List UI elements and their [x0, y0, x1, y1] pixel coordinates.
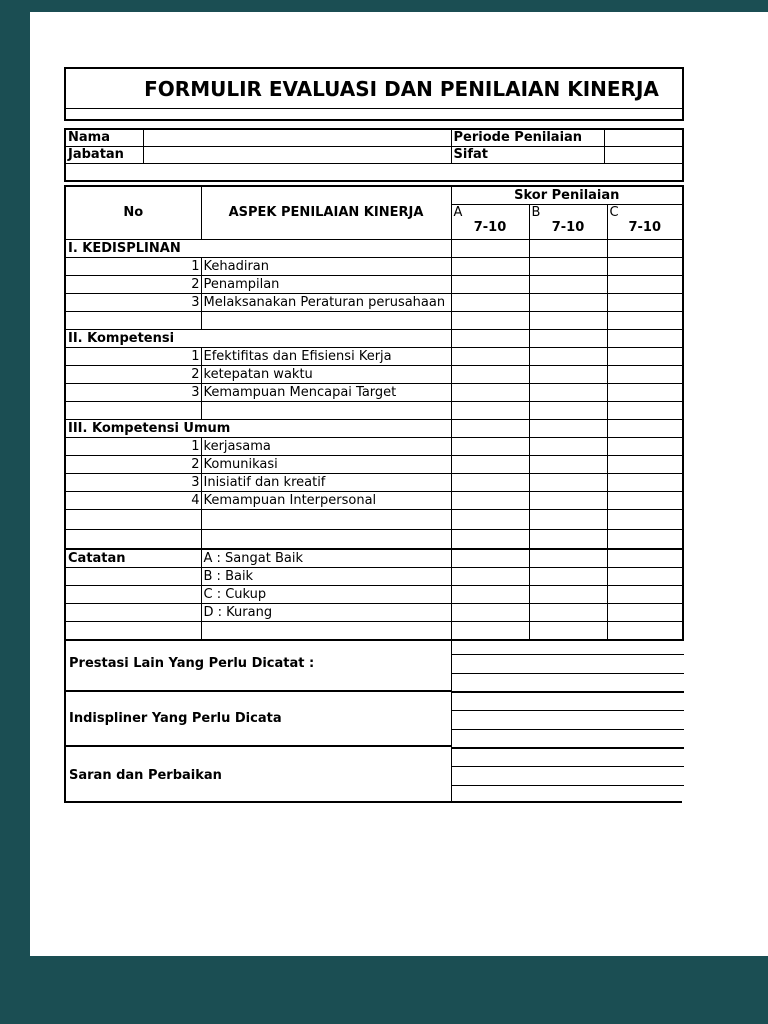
item-no: 2 [65, 366, 201, 384]
skor-penilaian-header: Skor Penilaian [451, 186, 683, 205]
item-text: kerjasama [201, 438, 451, 456]
item-no: 4 [65, 492, 201, 510]
legend-cukup: C : Cukup [201, 586, 451, 604]
writing-line [452, 637, 684, 655]
writing-line [452, 749, 684, 767]
info-row-nama [65, 129, 683, 147]
item-no: 2 [65, 276, 201, 294]
score-cell-b [529, 438, 607, 456]
score-cell-c [607, 330, 683, 348]
empty-row [65, 312, 683, 330]
aspect-column-header: ASPEK PENILAIAN KINERJA [201, 186, 451, 240]
sifat-label: Sifat [451, 147, 604, 164]
section-title: II. Kompetensi [65, 330, 451, 348]
score-cell-c [607, 348, 683, 366]
notes-labels-column [66, 637, 452, 803]
empty-no-cell [65, 568, 201, 586]
section-title: III. Kompetensi Umum [65, 420, 451, 438]
score-cell-b [529, 312, 607, 330]
score-column-c-range: 7-10 [628, 220, 662, 235]
page-title: FORMULIR EVALUASI DAN PENILAIAN KINERJA [65, 68, 683, 109]
score-cell-a [451, 438, 529, 456]
empty-aspect-cell [201, 312, 451, 330]
item-row-interpersonal [65, 492, 683, 510]
score-column-c-header [607, 205, 683, 240]
score-cell-a [451, 384, 529, 402]
writing-line [452, 767, 684, 785]
score-cell-c [607, 474, 683, 492]
score-cell-b [529, 510, 607, 530]
empty-aspect-cell [201, 510, 451, 530]
item-no: 1 [65, 348, 201, 366]
score-cell-c [607, 258, 683, 276]
item-text: Melaksanakan Peraturan perusahaan [201, 294, 451, 312]
score-column-a-letter: A [453, 205, 463, 220]
info-row-jabatan [65, 147, 683, 164]
item-no: 3 [65, 294, 201, 312]
score-cell-c [607, 568, 683, 586]
item-row-komunikasi [65, 456, 683, 474]
score-cell-a [451, 294, 529, 312]
prestasi-section-label: Prestasi Lain Yang Perlu Dicatat : [66, 637, 452, 692]
writing-line [452, 711, 684, 729]
score-table [64, 185, 684, 641]
writing-line [452, 674, 684, 693]
nama-label: Nama [65, 129, 143, 147]
writing-line [452, 655, 684, 673]
empty-aspect-cell [201, 402, 451, 420]
score-cell-a [451, 402, 529, 420]
item-no: 1 [65, 438, 201, 456]
periode-label: Periode Penilaian [451, 129, 604, 147]
score-cell-a [451, 492, 529, 510]
score-cell-b [529, 366, 607, 384]
score-header-row-1 [65, 186, 683, 205]
empty-row [65, 510, 683, 530]
score-cell-a [451, 474, 529, 492]
score-column-b-header [529, 205, 607, 240]
score-cell-a [451, 240, 529, 258]
nama-value-cell [143, 129, 451, 147]
score-cell-a [451, 568, 529, 586]
empty-no-cell [65, 586, 201, 604]
score-cell-b [529, 294, 607, 312]
indispliner-section-label: Indispliner Yang Perlu Dicata [66, 692, 452, 747]
score-cell-c [607, 492, 683, 510]
score-cell-b [529, 384, 607, 402]
item-text: Efektifitas dan Efisiensi Kerja [201, 348, 451, 366]
no-column-header: No [65, 186, 201, 240]
item-text: Kemampuan Mencapai Target [201, 384, 451, 402]
legend-kurang: D : Kurang [201, 604, 451, 622]
score-column-a-range: 7-10 [473, 220, 507, 235]
item-no: 1 [65, 258, 201, 276]
score-cell-a [451, 312, 529, 330]
score-cell-b [529, 586, 607, 604]
score-cell-a [451, 276, 529, 294]
score-cell-c [607, 456, 683, 474]
score-cell-a [451, 348, 529, 366]
score-column-a-header [451, 205, 529, 240]
score-cell-a [451, 549, 529, 568]
score-column-b-range: 7-10 [551, 220, 585, 235]
jabatan-value-cell [143, 147, 451, 164]
score-cell-b [529, 240, 607, 258]
score-cell-c [607, 240, 683, 258]
section-title: I. KEDISPLINAN [65, 240, 451, 258]
score-cell-c [607, 420, 683, 438]
title-block [64, 67, 684, 121]
item-row-efektifitas [65, 348, 683, 366]
legend-sangat-baik: A : Sangat Baik [201, 549, 451, 568]
title-spacer-row [65, 109, 683, 121]
score-cell-b [529, 474, 607, 492]
score-cell-b [529, 604, 607, 622]
item-text: Komunikasi [201, 456, 451, 474]
item-row-penampilan [65, 276, 683, 294]
score-cell-b [529, 402, 607, 420]
score-cell-c [607, 384, 683, 402]
empty-no-cell [65, 604, 201, 622]
writing-line [452, 693, 684, 711]
score-cell-c [607, 366, 683, 384]
empty-aspect-cell [201, 530, 451, 550]
catatan-row-d [65, 604, 683, 622]
jabatan-label: Jabatan [65, 147, 143, 164]
item-text: Kehadiran [201, 258, 451, 276]
score-column-c-letter: C [609, 205, 619, 220]
score-cell-c [607, 586, 683, 604]
empty-no-cell [65, 402, 201, 420]
catatan-row-b [65, 568, 683, 586]
document-page [30, 12, 768, 956]
score-cell-a [451, 258, 529, 276]
score-cell-b [529, 530, 607, 550]
legend-baik: B : Baik [201, 568, 451, 586]
item-text: Kemampuan Interpersonal [201, 492, 451, 510]
score-cell-c [607, 530, 683, 550]
score-cell-a [451, 330, 529, 348]
sifat-value-cell [604, 147, 683, 164]
writing-line [452, 730, 684, 749]
item-text: Penampilan [201, 276, 451, 294]
score-cell-a [451, 586, 529, 604]
item-row-kehadiran [65, 258, 683, 276]
writing-line [452, 786, 684, 803]
score-cell-c [607, 312, 683, 330]
catatan-row-c [65, 586, 683, 604]
score-cell-b [529, 456, 607, 474]
score-cell-a [451, 420, 529, 438]
saran-section-label: Saran dan Perbaikan [66, 747, 452, 803]
item-no: 3 [65, 384, 201, 402]
score-cell-b [529, 276, 607, 294]
item-no: 3 [65, 474, 201, 492]
score-cell-c [607, 604, 683, 622]
score-cell-c [607, 510, 683, 530]
score-cell-b [529, 420, 607, 438]
item-row-peraturan [65, 294, 683, 312]
score-cell-c [607, 402, 683, 420]
empty-row [65, 402, 683, 420]
info-spacer-cell [65, 164, 683, 182]
score-cell-c [607, 549, 683, 568]
empty-no-cell [65, 530, 201, 550]
notes-writing-lines [452, 637, 684, 803]
section-row-kompetensi-umum [65, 420, 683, 438]
periode-value-cell [604, 129, 683, 147]
score-cell-c [607, 294, 683, 312]
section-row-kompetensi [65, 330, 683, 348]
catatan-row-a [65, 549, 683, 568]
info-table [64, 128, 684, 182]
score-cell-b [529, 568, 607, 586]
score-cell-c [607, 438, 683, 456]
score-cell-a [451, 366, 529, 384]
score-cell-b [529, 348, 607, 366]
item-row-inisiatif [65, 474, 683, 492]
score-cell-a [451, 530, 529, 550]
empty-row [65, 530, 683, 550]
item-no: 2 [65, 456, 201, 474]
score-column-b-letter: B [531, 205, 541, 220]
score-cell-a [451, 510, 529, 530]
section-row-kedisplinan [65, 240, 683, 258]
info-spacer-row [65, 164, 683, 182]
item-text: ketepatan waktu [201, 366, 451, 384]
item-text: Inisiatif dan kreatif [201, 474, 451, 492]
notes-area [64, 637, 682, 803]
empty-no-cell [65, 312, 201, 330]
score-cell-b [529, 549, 607, 568]
score-cell-c [607, 276, 683, 294]
score-cell-b [529, 258, 607, 276]
score-cell-b [529, 330, 607, 348]
item-row-target [65, 384, 683, 402]
item-row-ketepatan [65, 366, 683, 384]
score-cell-b [529, 492, 607, 510]
empty-no-cell [65, 510, 201, 530]
catatan-label: Catatan [65, 549, 201, 568]
score-cell-a [451, 604, 529, 622]
item-row-kerjasama [65, 438, 683, 456]
score-cell-a [451, 456, 529, 474]
